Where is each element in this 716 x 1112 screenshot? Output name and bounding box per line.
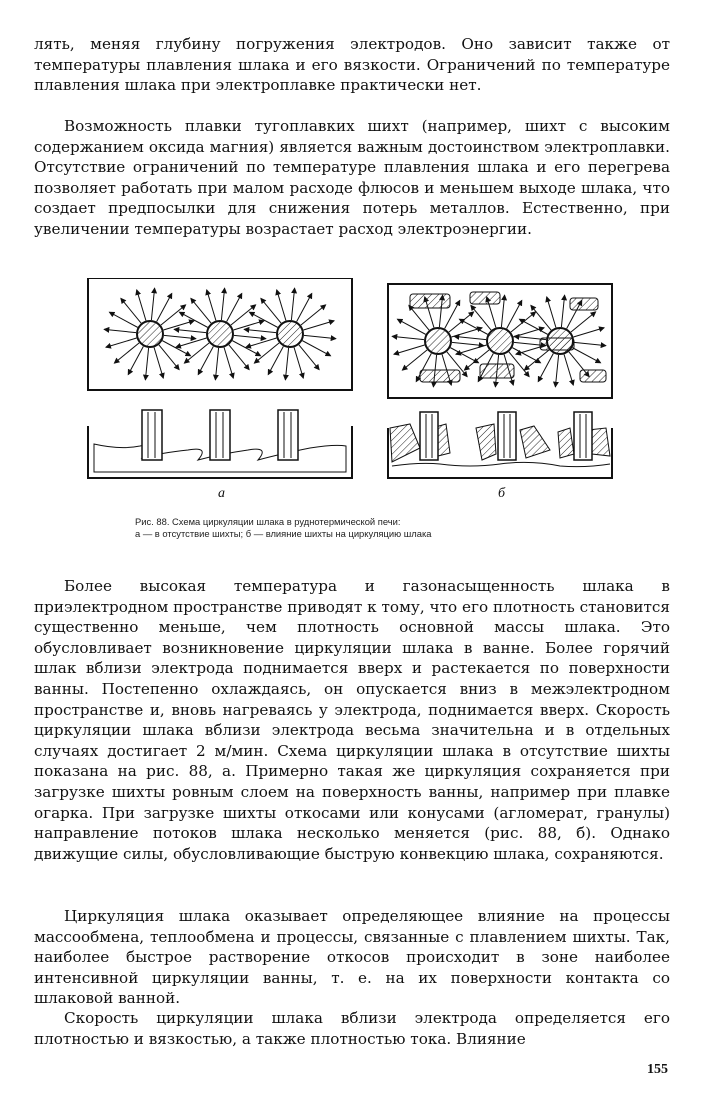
caption-line-2: а — в отсутствие шихты; б — влияние шихты на циркуляцию шлака bbox=[135, 528, 432, 539]
electrode-circle bbox=[425, 328, 451, 354]
paragraph-5: Скорость циркуляции шлака вблизи электрода определяется его плотностью и вязкостью, а также плотностью тока. Влияние bbox=[34, 1009, 670, 1048]
electrode-circle bbox=[277, 321, 303, 347]
panel-a-label: а bbox=[218, 486, 225, 501]
electrode-circle bbox=[137, 321, 163, 347]
figure-caption bbox=[135, 516, 595, 540]
paragraph-4: Циркуляция шлака оказывает определяющее влияние на процессы массообмена, теплообмена и процессы, связанные с плавлением шихты. Так, наиболее быстрое растворение откосов происходит в зоне наиболее интенсивной циркуляции ванны, т. е. на их поверхности контакта со шлаковой ванной. bbox=[34, 907, 670, 1008]
panel-a-top-view bbox=[88, 278, 352, 390]
electrode-circle bbox=[487, 328, 513, 354]
page-number: 155 bbox=[647, 1062, 668, 1077]
paragraph-2: Возможность плавки тугоплавких шихт (например, шихт с высоким содержанием оксида магния) является важным достоинством электроплавки. Отсутствие ограничений по температуре плавления шлака и его перегрева позволяет работать при малом расходе флюсов и меньшем выходе шлака, что создает предпосылки для снижения потерь металлов. Естественно, при увеличении температуры возрастает расход электроэнергии. bbox=[34, 117, 670, 238]
figure-88 bbox=[80, 278, 640, 508]
circulation-diagram bbox=[80, 278, 640, 508]
panel-b-section-view bbox=[388, 412, 612, 478]
panel-a-section-view bbox=[88, 410, 352, 478]
electrode-circle bbox=[207, 321, 233, 347]
panel-b-label: б bbox=[498, 486, 506, 501]
paragraph-3: Более высокая температура и газонасыщенность шлака в приэлектродном пространстве приводят к тому, что его плотность становится существенно меньше, чем плотность основной массы шлака. Это обусловливает возникновение циркуляции шлака в ванне. Более горячий шлак вблизи электрода поднимается вверх и растекается по поверхности ванны. Постепенно охлаждаясь, он опускается вниз в межэлектродном пространстве и, вновь нагреваясь у электрода, поднимается вверх. Скорость циркуляции шлака вблизи электрода весьма значительна и в отдельных случаях достигает 2 м/мин. Схема циркуляции шлака в отсутствие шихты показана на рис. 88, а. Примерно такая же циркуляция сохраняется при загрузке шихты ровным слоем на поверхность ванны, например при плавке огарка. При загрузке шихты откосами или конусами (агломерат, гранулы) направление потоков шлака несколько меняется (рис. 88, б). Однако движущие силы, обусловливающие быструю конвекцию шлака, сохраняются. bbox=[34, 577, 670, 863]
panel-b-top-view bbox=[388, 284, 612, 398]
caption-line-1: Рис. 88. Схема циркуляции шлака в руднотермической печи: bbox=[135, 516, 401, 527]
paragraph-1: лять, меняя глубину погружения электродов. Оно зависит также от температуры плавления шлака и его вязкости. Ограничений по температуре плавления шлака при электроплавке практически нет. bbox=[34, 35, 670, 95]
